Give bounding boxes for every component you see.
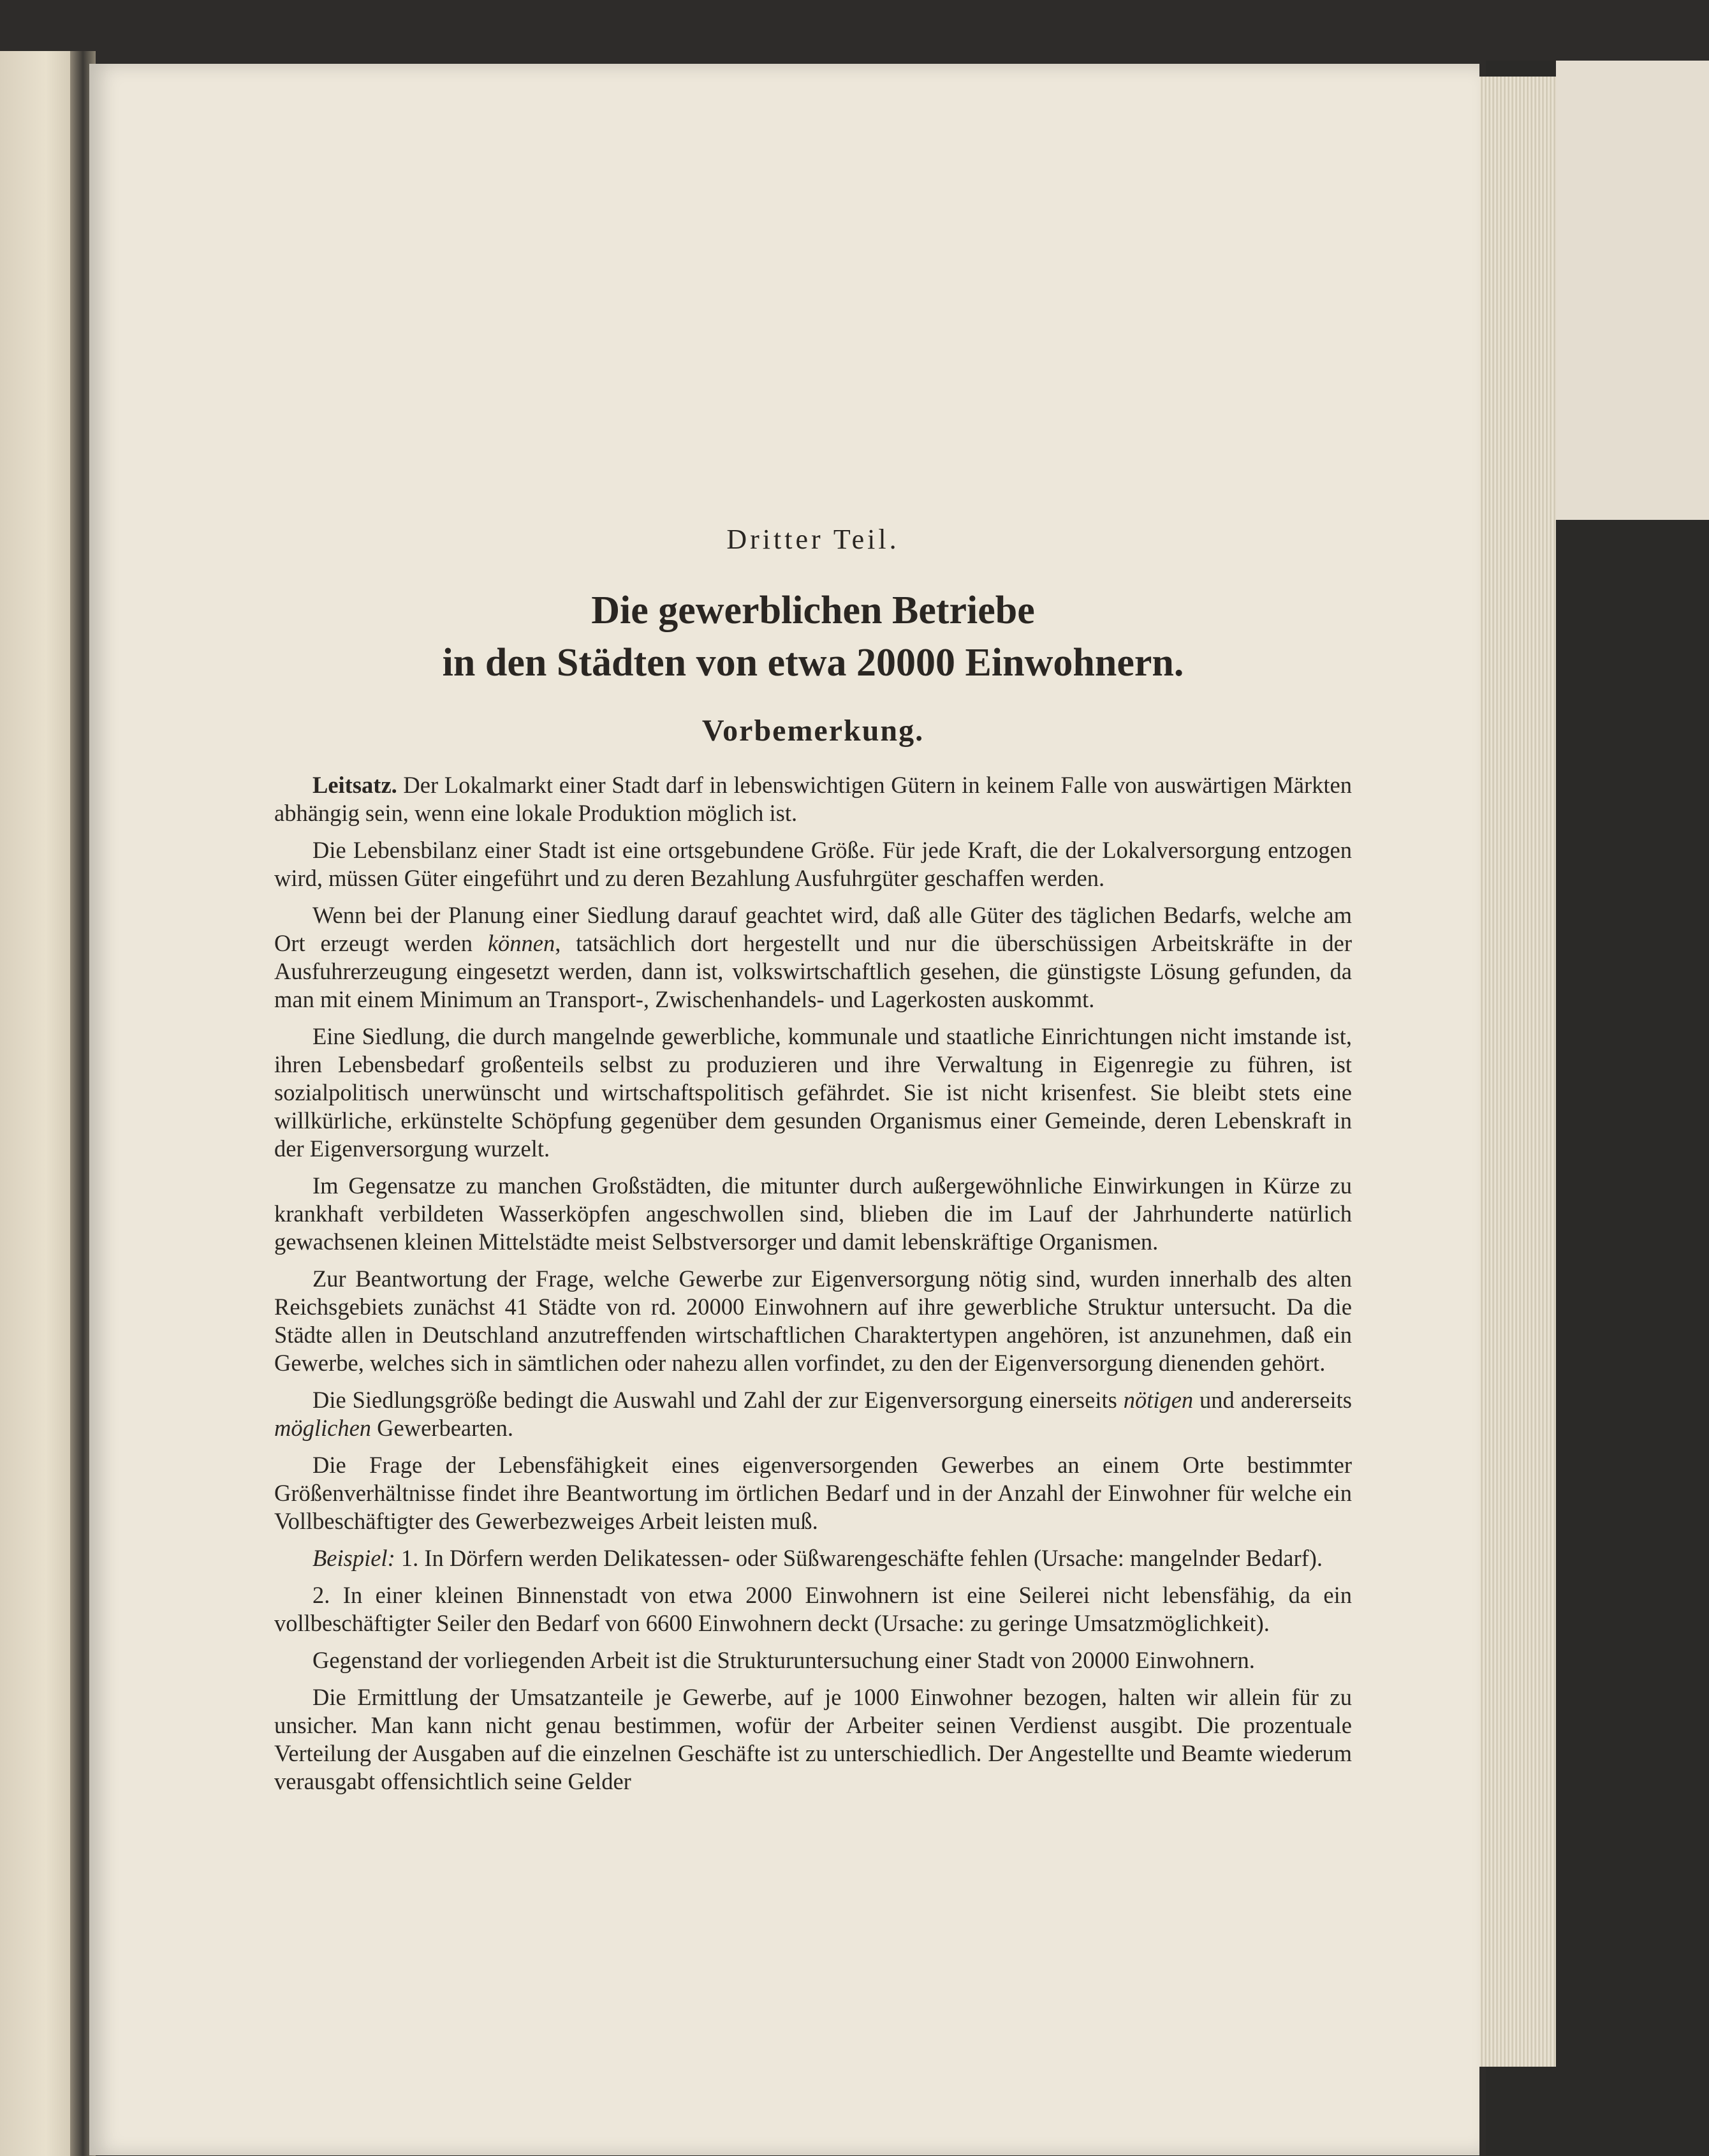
- paragraph-12: Die Ermittlung der Umsatzanteile je Gewerbe, auf je 1000 Einwohner bezogen, halten wir allein für zu unsicher. Man kann nicht genau bestimmen, wofür der Arbeiter seinen Verdienst ausgibt. Die prozentuale Verteilung der Ausgaben auf die einzelnen Geschäfte ist zu unterschiedlich. Der Angestellte und Beamte wiederum verausgabt offensichtlich seine Gelder: [274, 1684, 1352, 1794]
- paragraph-9-text: 1. In Dörfern werden Delikatessen- oder Süßwarengeschäfte fehlen (Ursache: mangelnder Bedarf).: [395, 1545, 1323, 1571]
- paragraph-11: Gegenstand der vorliegenden Arbeit ist die Strukturuntersuchung einer Stadt von 20000 Einwohnern.: [312, 1647, 1255, 1673]
- paragraph-7-emphasis-1: nötigen: [1123, 1387, 1194, 1413]
- section-title: Vorbemerkung.: [701, 714, 925, 748]
- paragraph-7-text-c: Gewerbearten.: [371, 1415, 513, 1441]
- part-title: Dritter Teil.: [726, 524, 900, 555]
- paragraph-2: Die Lebensbilanz einer Stadt ist eine ortsgebundene Größe. Für jede Kraft, die der Lokalversorgung entzogen wird, müssen Güter eingeführt und zu deren Bezahlung Ausfuhrgüter geschaffen werden.: [274, 837, 1352, 891]
- book-page: [89, 64, 1479, 2155]
- paragraph-8: Die Frage der Lebensfähigkeit eines eigenversorgenden Gewerbes an einem Orte bestimmter Größenverhältnisse findet ihre Beantwortung im örtlichen Bedarf und in der Anzahl der Einwohner für welche ein Vollbeschäftigter des Gewerbezweiges Arbeit leisten muß.: [274, 1452, 1352, 1534]
- cover-inner-sheet: [1556, 61, 1709, 520]
- paragraph-3-text-b: , tatsächlich dort hergestellt und nur die überschüssigen Arbeitskräfte in der Ausfuhrerzeugung eingesetzt werden, dann ist, volkswirtschaftlich gesehen, die günstigste Lösung gefunden, da man mit einem Minimum an Transport-, Zwischenhandels- und Lagerkosten auskommt.: [274, 930, 1352, 1012]
- paragraph-1-text: Der Lokalmarkt einer Stadt darf in lebenswichtigen Gütern in keinem Falle von auswärtigen Märkten abhängig sein, wenn eine lokale Produktion möglich ist.: [274, 772, 1352, 826]
- chapter-title: [274, 584, 1352, 689]
- paragraph-7-text-a: Die Siedlungsgröße bedingt die Auswahl und Zahl der zur Eigenversorgung einerseits: [312, 1387, 1124, 1413]
- paragraph-7: [274, 1386, 1352, 1442]
- paragraph-3-emphasis: können: [487, 930, 555, 956]
- paragraph-10: 2. In einer kleinen Binnenstadt von etwa 2000 Einwohnern ist eine Seilerei nicht lebensfähig, da ein vollbeschäftigter Seiler den Bedarf von 6600 Einwohnern deckt (Ursache: zu geringe Umsatzmöglichkeit).: [274, 1582, 1352, 1636]
- paragraph-9: [274, 1544, 1352, 1572]
- page-content: [274, 523, 1352, 1805]
- paragraph-6: Zur Beantwortung der Frage, welche Gewerbe zur Eigenversorgung nötig sind, wurden innerhalb des alten Reichsgebiets zunächst 41 Städte von rd. 20000 Einwohnern auf ihre gewerbliche Struktur untersucht. Da die Städte allen in Deutschland anzutreffenden wirtschaftlichen Charaktertypen angehören, ist anzunehmen, daß ein Gewerbe, welches sich in sämtlichen oder nahezu allen vorfindet, zu den der Eigenversorgung dienenden gehört.: [274, 1266, 1352, 1376]
- page-edges: [1467, 77, 1556, 2067]
- paragraph-9-emphasis: Beispiel:: [312, 1545, 395, 1571]
- paragraph-1-lead: Leitsatz.: [312, 772, 397, 798]
- left-page-edge: [0, 51, 77, 2156]
- paragraph-3-text-a: Wenn bei der Planung einer Siedlung darauf geachtet wird, daß alle Güter des täglichen Bedarfs, welche am Ort erzeugt werden: [274, 902, 1352, 956]
- paragraph-4: Eine Siedlung, die durch mangelnde gewerbliche, kommunale und staatliche Einrichtungen nicht imstande ist, ihren Lebensbedarf großenteils selbst zu produzieren und ihre Verwaltung in Eigenregie zu führen, ist sozialpolitisch unerwünscht und wirtschaftspolitisch gefährdet. Sie ist nicht krisenfest. Sie bleibt stets eine willkürliche, erkünstelte Schöpfung gegenüber dem gesunden Organismus einer Gemeinde, deren Lebenskraft in der Eigenversorgung wurzelt.: [274, 1023, 1352, 1162]
- chapter-title-line-2: in den Städten von etwa 20000 Einwohnern.: [442, 641, 1184, 684]
- paragraph-1: [274, 771, 1352, 827]
- paragraph-7-emphasis-2: möglichen: [274, 1415, 372, 1441]
- paragraph-7-text-b: und andererseits: [1193, 1387, 1352, 1413]
- paragraph-5: Im Gegensatze zu manchen Großstädten, die mitunter durch außergewöhnliche Einwirkungen in Kürze zu krankhaft verbildeten Wasserköpfen angeschwollen sind, blieben die im Lauf der Jahrhunderte natürlich gewachsenen kleinen Mittelstädte meist Selbstversorger und damit lebenskräftige Organismen.: [274, 1172, 1352, 1255]
- paragraph-3: [274, 901, 1352, 1014]
- chapter-title-line-1: Die gewerblichen Betriebe: [591, 589, 1035, 632]
